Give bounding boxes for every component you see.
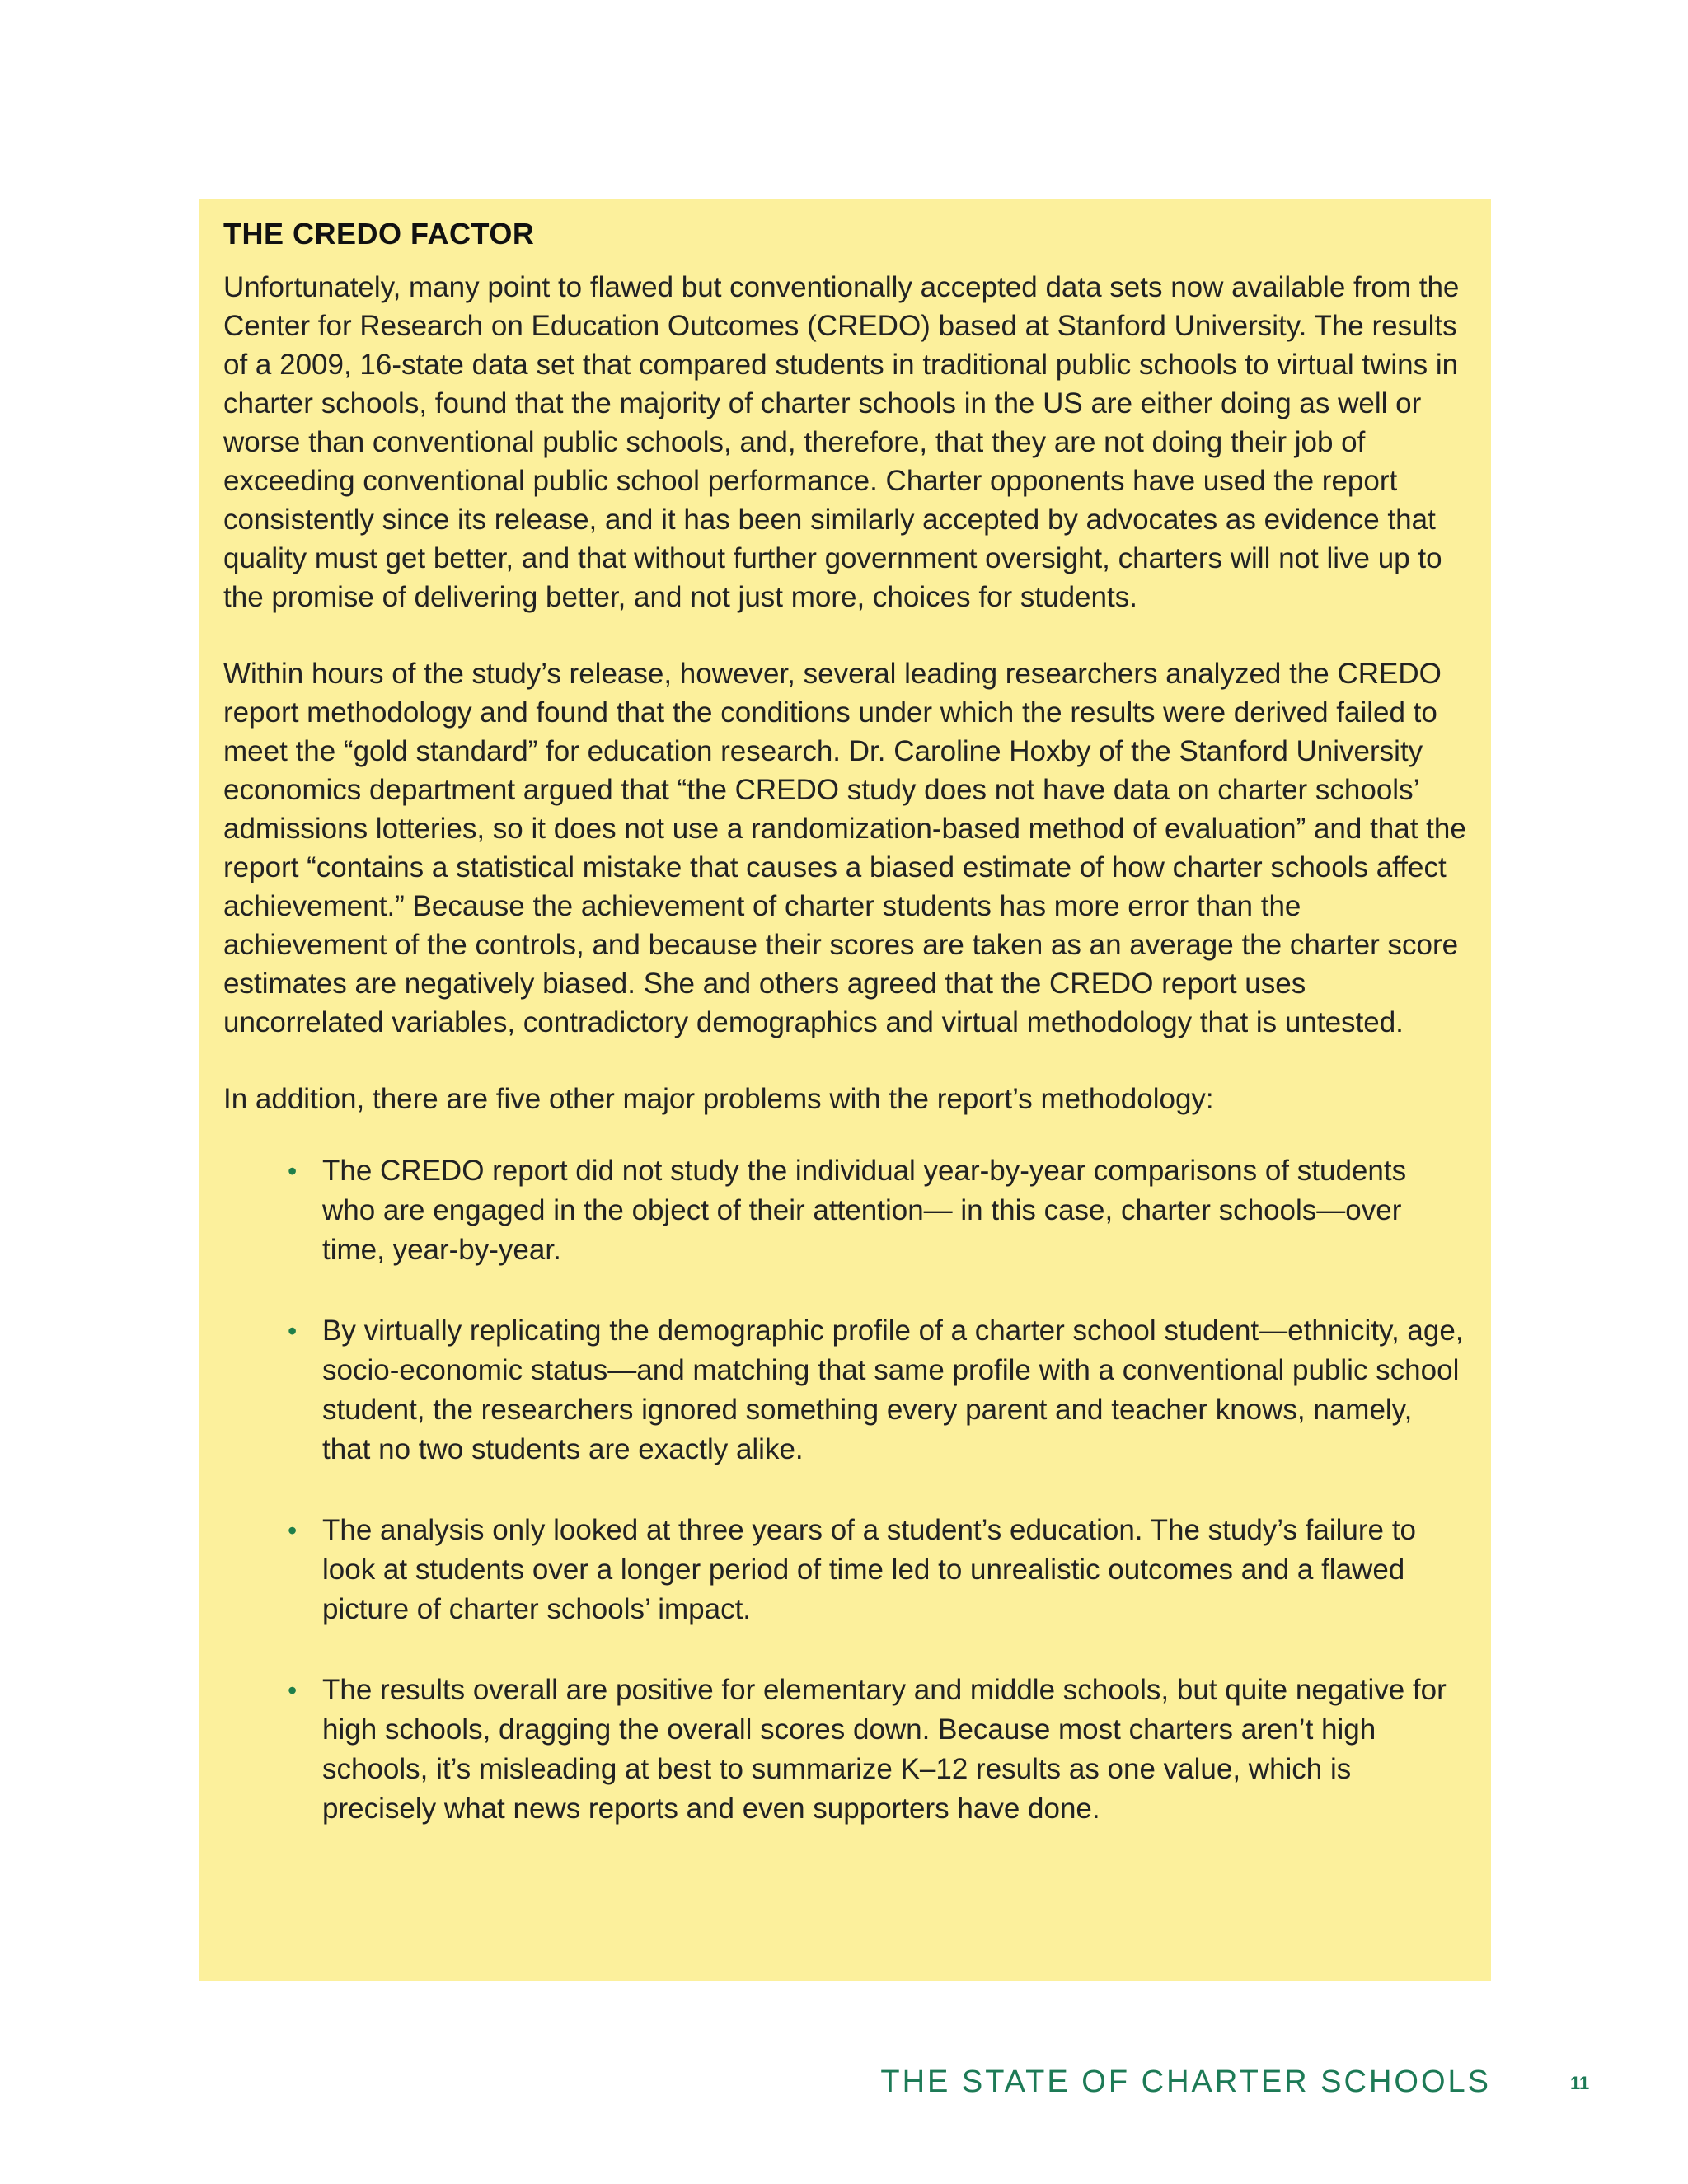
list-item <box>288 1311 1466 1469</box>
list-item-text: The CREDO report did not study the individual year-by-year comparisons of students who are engaged in the object of their attention— in this case, charter schools—over time, year-by-year. <box>322 1155 1407 1267</box>
sidebar-heading: THE CREDO FACTOR <box>223 217 535 251</box>
bullet-icon: • <box>288 1316 298 1347</box>
paragraph-researchers: Within hours of the study’s release, however, several leading researchers analyzed the CREDO report methodology and found that the conditions under which the results were derived failed to meet the “gold standard” for education research. Dr. Caroline Hoxby of the Stanford University economics department argued that “the CREDO study does not have data on charter schools’ admissions lotteries, so it does not use a randomization-based method of evaluation” and that the report “contains a statistical mistake that causes a biased estimate of how charter schools affect achievement.” Because the achievement of charter students has more error than the achievement of the controls, and because their scores are taken as an average the charter score estimates are negatively biased. She and others agreed that the CREDO report uses uncorrelated variables, contradictory demographics and virtual methodology that is untested. <box>223 658 1466 1039</box>
problems-list <box>223 1151 1466 1829</box>
bullet-icon: • <box>288 1675 298 1706</box>
paragraph-intro: Unfortunately, many point to flawed but conventionally accepted data sets now available from the Center for Research on Education Outcomes (CREDO) based at Stanford University. The results of a 2009, 16-state data set that compared students in traditional public schools to virtual twins in charter schools, found that the majority of charter schools in the US are either doing as well or worse than conventional public schools, and, therefore, that they are not doing their job of exceeding conventional public school performance. Charter opponents have used the report consistently since its release, and it has been similarly accepted by advocates as evidence that quality must get better, and that without further government oversight, charters will not live up to the promise of delivering better, and not just more, choices for students. <box>223 271 1460 614</box>
list-item-text: The analysis only looked at three years of a student’s education. The study’s failure to look at students over a longer period of time led to unrealistic outcomes and a flawed picture of charter schools’ impact. <box>322 1514 1416 1626</box>
paragraph-problems-intro: In addition, there are five other major problems with the report’s methodology: <box>223 1083 1214 1116</box>
bullet-icon: • <box>288 1156 298 1187</box>
bullet-icon: • <box>288 1516 298 1546</box>
list-item-text: The results overall are positive for elementary and middle schools, but quite negative for high schools, dragging the overall scores down. Because most charters aren’t high schools, it’s misleading at best to summarize K–12 results as one value, which is precisely what news reports and even supporters have done. <box>322 1674 1447 1825</box>
running-footer-title: THE STATE OF CHARTER SCHOOLS <box>880 2064 1491 2099</box>
list-item <box>288 1511 1466 1629</box>
page-number: 11 <box>1570 2073 1590 2093</box>
list-item <box>288 1671 1466 1829</box>
list-item <box>288 1151 1466 1270</box>
credo-sidebar-box <box>199 199 1491 1981</box>
list-item-text: By virtually replicating the demographic profile of a charter school student—ethnicity, age, socio-economic status—and matching that same profile with a conventional public school student, the researchers ignored something every parent and teacher knows, namely, that no two students are exactly alike. <box>322 1315 1464 1466</box>
